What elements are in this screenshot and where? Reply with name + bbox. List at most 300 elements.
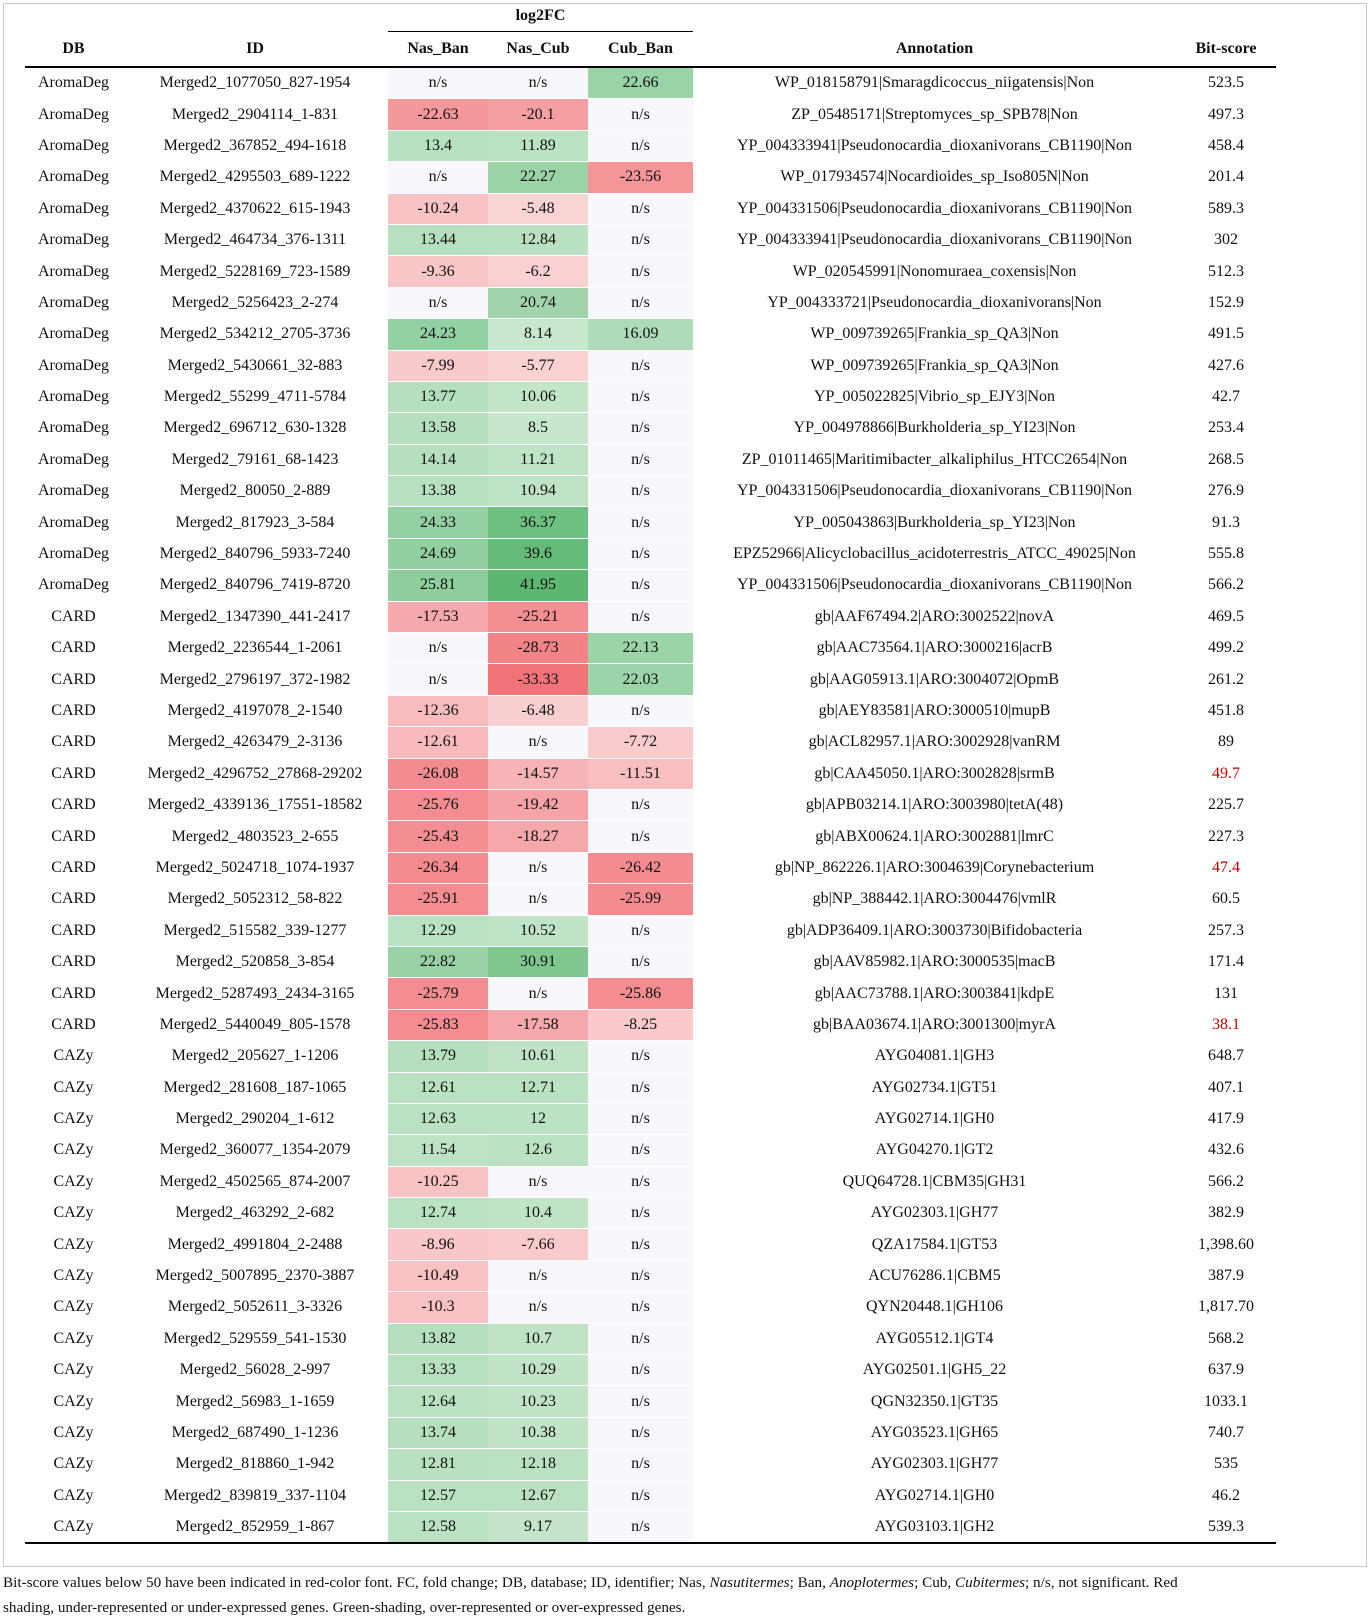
nas-cub-cell: -7.66: [488, 1229, 588, 1260]
table-body: [25, 67, 1276, 1543]
bitscore-cell: 253.4: [1176, 413, 1276, 444]
table-row: [25, 1229, 1276, 1260]
table-row: [25, 1511, 1276, 1543]
nas-ban-cell: -12.61: [388, 727, 488, 758]
db-cell: CARD: [25, 789, 122, 820]
nas-ban-cell: 13.79: [388, 1041, 488, 1072]
table-row: [25, 978, 1276, 1009]
nas-ban-cell: 12.64: [388, 1386, 488, 1417]
nas-cub-cell: 12.71: [488, 1072, 588, 1103]
bitscore-cell: 276.9: [1176, 476, 1276, 507]
nas-ban-cell: -17.53: [388, 601, 488, 632]
nas-cub-cell: -14.57: [488, 758, 588, 789]
table-row: [25, 1260, 1276, 1291]
db-cell: CARD: [25, 946, 122, 977]
bitscore-cell: 637.9: [1176, 1355, 1276, 1386]
db-cell: CARD: [25, 884, 122, 915]
bitscore-cell: 89: [1176, 727, 1276, 758]
annotation-cell: WP_009739265|Frankia_sp_QA3|Non: [693, 319, 1176, 350]
nas-ban-cell: 12.74: [388, 1198, 488, 1229]
bitscore-cell: 555.8: [1176, 538, 1276, 569]
nas-ban-cell: -10.3: [388, 1292, 488, 1323]
nas-cub-cell: 10.52: [488, 915, 588, 946]
annotation-cell: AYG03103.1|GH2: [693, 1511, 1176, 1543]
table-row: [25, 287, 1276, 318]
id-cell: Merged2_464734_376-1311: [122, 224, 388, 255]
annotation-cell: ZP_01011465|Maritimibacter_alkaliphilus_HTCC2654|Non: [693, 444, 1176, 475]
nas-cub-cell: -20.1: [488, 99, 588, 130]
nas-ban-cell: 13.58: [388, 413, 488, 444]
cub-ban-cell: n/s: [588, 1323, 693, 1354]
log2fc-group-header: log2FC: [388, 0, 693, 32]
footnote-text-a: Bit-score values below 50 have been indicated in red-color font. FC, fold change; DB, database; ID, identifier; Nas,: [3, 1574, 710, 1591]
nas-cub-cell: -17.58: [488, 1009, 588, 1040]
cub-ban-cell: n/s: [588, 130, 693, 161]
table-row: [25, 1417, 1276, 1448]
db-cell: CAZy: [25, 1135, 122, 1166]
annotation-cell: AYG02714.1|GH0: [693, 1480, 1176, 1511]
nas-cub-cell: 10.7: [488, 1323, 588, 1354]
cub-ban-cell: -11.51: [588, 758, 693, 789]
db-cell: CAZy: [25, 1041, 122, 1072]
nas-ban-cell: 22.82: [388, 946, 488, 977]
table-row: [25, 1009, 1276, 1040]
cub-ban-cell: n/s: [588, 1449, 693, 1480]
annotation-cell: AYG02303.1|GH77: [693, 1449, 1176, 1480]
table-row: [25, 507, 1276, 538]
nas-cub-cell: 22.27: [488, 162, 588, 193]
table-row: [25, 1198, 1276, 1229]
id-cell: Merged2_2236544_1-2061: [122, 633, 388, 664]
nas-ban-cell: -22.63: [388, 99, 488, 130]
id-cell: Merged2_840796_5933-7240: [122, 538, 388, 569]
cub-ban-cell: n/s: [588, 1198, 693, 1229]
id-cell: Merged2_5052611_3-3326: [122, 1292, 388, 1323]
bitscore-cell: 589.3: [1176, 193, 1276, 224]
nas-cub-cell: 10.61: [488, 1041, 588, 1072]
table-row: [25, 1355, 1276, 1386]
bitscore-cell: 257.3: [1176, 915, 1276, 946]
id-cell: Merged2_4370622_615-1943: [122, 193, 388, 224]
annotation-cell: AYG02734.1|GT51: [693, 1072, 1176, 1103]
id-cell: Merged2_529559_541-1530: [122, 1323, 388, 1354]
table-row: [25, 1135, 1276, 1166]
id-cell: Merged2_4296752_27868-29202: [122, 758, 388, 789]
annotation-cell: QYN20448.1|GH106: [693, 1292, 1176, 1323]
db-cell: CARD: [25, 758, 122, 789]
col-header-nas-ban: Nas_Ban: [388, 32, 488, 68]
bitscore-cell: 46.2: [1176, 1480, 1276, 1511]
table-row: [25, 224, 1276, 255]
db-cell: CARD: [25, 633, 122, 664]
nas-cub-cell: -6.2: [488, 256, 588, 287]
table-row: [25, 1449, 1276, 1480]
nas-ban-cell: -25.91: [388, 884, 488, 915]
db-cell: AromaDeg: [25, 444, 122, 475]
db-cell: CARD: [25, 915, 122, 946]
db-cell: AromaDeg: [25, 350, 122, 381]
table-row: [25, 821, 1276, 852]
id-cell: Merged2_281608_187-1065: [122, 1072, 388, 1103]
table-row: [25, 601, 1276, 632]
id-cell: Merged2_5440049_805-1578: [122, 1009, 388, 1040]
annotation-cell: EPZ52966|Alicyclobacillus_acidoterrestris_ATCC_49025|Non: [693, 538, 1176, 569]
table-row: [25, 695, 1276, 726]
nas-cub-cell: 10.38: [488, 1417, 588, 1448]
bitscore-cell: 131: [1176, 978, 1276, 1009]
id-cell: Merged2_4197078_2-1540: [122, 695, 388, 726]
cub-ban-cell: -7.72: [588, 727, 693, 758]
cub-ban-cell: n/s: [588, 1103, 693, 1134]
nas-ban-cell: -10.24: [388, 193, 488, 224]
bitscore-cell: 261.2: [1176, 664, 1276, 695]
id-cell: Merged2_5024718_1074-1937: [122, 852, 388, 883]
nas-ban-cell: -7.99: [388, 350, 488, 381]
nas-cub-cell: -28.73: [488, 633, 588, 664]
table-row: [25, 381, 1276, 412]
footnote-text-d: ; n/s, not significant. Red: [1025, 1574, 1178, 1591]
footnote: [3, 1570, 1367, 1620]
footnote-line-2: shading, under-represented or under-expressed genes. Green-shading, over-represented or over-expressed genes.: [3, 1599, 686, 1616]
annotation-cell: gb|AAV85982.1|ARO:3000535|macB: [693, 946, 1176, 977]
table-row: [25, 444, 1276, 475]
annotation-cell: YP_004331506|Pseudonocardia_dioxanivorans_CB1190|Non: [693, 476, 1176, 507]
db-cell: CARD: [25, 664, 122, 695]
annotation-cell: ACU76286.1|CBM5: [693, 1260, 1176, 1291]
nas-cub-cell: 41.95: [488, 570, 588, 601]
annotation-cell: WP_017934574|Nocardioides_sp_Iso805N|Non: [693, 162, 1176, 193]
nas-ban-cell: -25.83: [388, 1009, 488, 1040]
cub-ban-cell: n/s: [588, 256, 693, 287]
annotation-cell: QUQ64728.1|CBM35|GH31: [693, 1166, 1176, 1197]
annotation-cell: gb|AAC73564.1|ARO:3000216|acrB: [693, 633, 1176, 664]
id-cell: Merged2_4803523_2-655: [122, 821, 388, 852]
nas-cub-cell: 36.37: [488, 507, 588, 538]
cub-ban-cell: -26.42: [588, 852, 693, 883]
id-cell: Merged2_852959_1-867: [122, 1511, 388, 1543]
col-header-annotation: Annotation: [693, 32, 1176, 68]
db-cell: CAZy: [25, 1292, 122, 1323]
table-row: [25, 1292, 1276, 1323]
table-row: [25, 99, 1276, 130]
cub-ban-cell: 22.03: [588, 664, 693, 695]
bitscore-cell: 38.1: [1176, 1009, 1276, 1040]
annotation-cell: YP_004333721|Pseudonocardia_dioxanivorans|Non: [693, 287, 1176, 318]
annotation-cell: YP_005022825|Vibrio_sp_EJY3|Non: [693, 381, 1176, 412]
bitscore-cell: 1,817.70: [1176, 1292, 1276, 1323]
bitscore-cell: 539.3: [1176, 1511, 1276, 1543]
id-cell: Merged2_696712_630-1328: [122, 413, 388, 444]
cub-ban-cell: n/s: [588, 287, 693, 318]
table-row: [25, 319, 1276, 350]
nas-cub-cell: 10.94: [488, 476, 588, 507]
annotation-cell: gb|AAF67494.2|ARO:3002522|novA: [693, 601, 1176, 632]
log2fc-table: [25, 0, 1276, 1544]
nas-ban-cell: 24.23: [388, 319, 488, 350]
bitscore-cell: 91.3: [1176, 507, 1276, 538]
cub-ban-cell: n/s: [588, 1480, 693, 1511]
table-row: [25, 413, 1276, 444]
bitscore-cell: 458.4: [1176, 130, 1276, 161]
id-cell: Merged2_55299_4711-5784: [122, 381, 388, 412]
id-cell: Merged2_5287493_2434-3165: [122, 978, 388, 1009]
nas-ban-cell: -10.49: [388, 1260, 488, 1291]
db-cell: CARD: [25, 821, 122, 852]
cub-ban-cell: n/s: [588, 601, 693, 632]
nas-cub-cell: 12.84: [488, 224, 588, 255]
bitscore-cell: 387.9: [1176, 1260, 1276, 1291]
db-cell: AromaDeg: [25, 476, 122, 507]
table-row: [25, 193, 1276, 224]
bitscore-cell: 1033.1: [1176, 1386, 1276, 1417]
cub-ban-cell: n/s: [588, 570, 693, 601]
id-cell: Merged2_5228169_723-1589: [122, 256, 388, 287]
db-cell: AromaDeg: [25, 538, 122, 569]
nas-ban-cell: 12.63: [388, 1103, 488, 1134]
table-row: [25, 350, 1276, 381]
id-cell: Merged2_80050_2-889: [122, 476, 388, 507]
id-cell: Merged2_817923_3-584: [122, 507, 388, 538]
nas-ban-cell: n/s: [388, 633, 488, 664]
db-cell: CAZy: [25, 1229, 122, 1260]
db-cell: CAZy: [25, 1260, 122, 1291]
table-row: [25, 476, 1276, 507]
nas-ban-cell: 14.14: [388, 444, 488, 475]
nas-ban-cell: -12.36: [388, 695, 488, 726]
nas-ban-cell: -10.25: [388, 1166, 488, 1197]
annotation-cell: QGN32350.1|GT35: [693, 1386, 1176, 1417]
nas-cub-cell: 39.6: [488, 538, 588, 569]
id-cell: Merged2_520858_3-854: [122, 946, 388, 977]
nas-ban-cell: -26.08: [388, 758, 488, 789]
nas-ban-cell: n/s: [388, 664, 488, 695]
annotation-cell: gb|BAA03674.1|ARO:3001300|myrA: [693, 1009, 1176, 1040]
db-cell: CAZy: [25, 1417, 122, 1448]
cub-ban-cell: n/s: [588, 695, 693, 726]
nas-ban-cell: 11.54: [388, 1135, 488, 1166]
db-cell: CAZy: [25, 1166, 122, 1197]
annotation-cell: WP_009739265|Frankia_sp_QA3|Non: [693, 350, 1176, 381]
nas-cub-cell: 12.67: [488, 1480, 588, 1511]
bitscore-cell: 417.9: [1176, 1103, 1276, 1134]
nas-cub-cell: 9.17: [488, 1511, 588, 1543]
bitscore-cell: 497.3: [1176, 99, 1276, 130]
cub-ban-cell: -25.86: [588, 978, 693, 1009]
footnote-nas: Nasutitermes: [709, 1574, 790, 1591]
bitscore-cell: 535: [1176, 1449, 1276, 1480]
nas-cub-cell: 10.4: [488, 1198, 588, 1229]
col-header-db: DB: [25, 32, 122, 68]
annotation-cell: gb|AAG05913.1|ARO:3004072|OpmB: [693, 664, 1176, 695]
cub-ban-cell: n/s: [588, 350, 693, 381]
bitscore-cell: 302: [1176, 224, 1276, 255]
db-cell: AromaDeg: [25, 162, 122, 193]
cub-ban-cell: n/s: [588, 946, 693, 977]
annotation-cell: YP_004333941|Pseudonocardia_dioxanivorans_CB1190|Non: [693, 224, 1176, 255]
nas-cub-cell: -19.42: [488, 789, 588, 820]
annotation-cell: AYG02303.1|GH77: [693, 1198, 1176, 1229]
cub-ban-cell: n/s: [588, 1292, 693, 1323]
nas-ban-cell: 13.77: [388, 381, 488, 412]
bitscore-cell: 60.5: [1176, 884, 1276, 915]
bitscore-cell: 512.3: [1176, 256, 1276, 287]
cub-ban-cell: n/s: [588, 1386, 693, 1417]
nas-cub-cell: n/s: [488, 727, 588, 758]
annotation-cell: AYG04081.1|GH3: [693, 1041, 1176, 1072]
db-cell: CAZy: [25, 1511, 122, 1543]
cub-ban-cell: n/s: [588, 1229, 693, 1260]
nas-cub-cell: 8.5: [488, 413, 588, 444]
id-cell: Merged2_367852_494-1618: [122, 130, 388, 161]
cub-ban-cell: n/s: [588, 1355, 693, 1386]
nas-ban-cell: -25.76: [388, 789, 488, 820]
id-cell: Merged2_56983_1-1659: [122, 1386, 388, 1417]
annotation-cell: AYG04270.1|GT2: [693, 1135, 1176, 1166]
id-cell: Merged2_4991804_2-2488: [122, 1229, 388, 1260]
bitscore-cell: 566.2: [1176, 1166, 1276, 1197]
cub-ban-cell: n/s: [588, 1041, 693, 1072]
bitscore-cell: 268.5: [1176, 444, 1276, 475]
nas-ban-cell: 13.74: [388, 1417, 488, 1448]
id-cell: Merged2_5256423_2-274: [122, 287, 388, 318]
nas-cub-cell: n/s: [488, 1292, 588, 1323]
col-header-id: ID: [122, 32, 388, 68]
cub-ban-cell: -25.99: [588, 884, 693, 915]
nas-cub-cell: 30.91: [488, 946, 588, 977]
id-cell: Merged2_2904114_1-831: [122, 99, 388, 130]
bitscore-cell: 451.8: [1176, 695, 1276, 726]
col-header-cub-ban: Cub_Ban: [588, 32, 693, 68]
nas-ban-cell: 12.57: [388, 1480, 488, 1511]
cub-ban-cell: n/s: [588, 1135, 693, 1166]
db-cell: CARD: [25, 601, 122, 632]
cub-ban-cell: n/s: [588, 821, 693, 852]
nas-cub-cell: 12.18: [488, 1449, 588, 1480]
nas-ban-cell: -8.96: [388, 1229, 488, 1260]
db-cell: CAZy: [25, 1103, 122, 1134]
nas-ban-cell: 24.33: [388, 507, 488, 538]
annotation-cell: AYG02714.1|GH0: [693, 1103, 1176, 1134]
col-header-bitscore: Bit-score: [1176, 32, 1276, 68]
cub-ban-cell: n/s: [588, 1511, 693, 1543]
annotation-cell: YP_004331506|Pseudonocardia_dioxanivorans_CB1190|Non: [693, 570, 1176, 601]
db-cell: CAZy: [25, 1480, 122, 1511]
id-cell: Merged2_79161_68-1423: [122, 444, 388, 475]
db-cell: CARD: [25, 1009, 122, 1040]
cub-ban-cell: -23.56: [588, 162, 693, 193]
annotation-cell: WP_020545991|Nonomuraea_coxensis|Non: [693, 256, 1176, 287]
nas-ban-cell: n/s: [388, 287, 488, 318]
bitscore-cell: 49.7: [1176, 758, 1276, 789]
annotation-cell: gb|NP_862226.1|ARO:3004639|Corynebacterium: [693, 852, 1176, 883]
cub-ban-cell: n/s: [588, 476, 693, 507]
annotation-cell: ZP_05485171|Streptomyces_sp_SPB78|Non: [693, 99, 1176, 130]
nas-cub-cell: n/s: [488, 1166, 588, 1197]
id-cell: Merged2_463292_2-682: [122, 1198, 388, 1229]
table-row: [25, 758, 1276, 789]
table-row: [25, 727, 1276, 758]
nas-cub-cell: -33.33: [488, 664, 588, 695]
db-cell: CARD: [25, 695, 122, 726]
annotation-cell: gb|NP_388442.1|ARO:3004476|vmlR: [693, 884, 1176, 915]
table-row: [25, 162, 1276, 193]
table-row: [25, 664, 1276, 695]
id-cell: Merged2_839819_337-1104: [122, 1480, 388, 1511]
nas-cub-cell: n/s: [488, 1260, 588, 1291]
nas-ban-cell: 12.58: [388, 1511, 488, 1543]
annotation-cell: gb|APB03214.1|ARO:3003980|tetA(48): [693, 789, 1176, 820]
id-cell: Merged2_515582_339-1277: [122, 915, 388, 946]
bitscore-cell: 432.6: [1176, 1135, 1276, 1166]
cub-ban-cell: n/s: [588, 413, 693, 444]
table-row: [25, 884, 1276, 915]
table-row: [25, 67, 1276, 99]
bitscore-cell: 491.5: [1176, 319, 1276, 350]
id-cell: Merged2_5430661_32-883: [122, 350, 388, 381]
table-row: [25, 1480, 1276, 1511]
db-cell: CARD: [25, 727, 122, 758]
nas-cub-cell: -18.27: [488, 821, 588, 852]
nas-cub-cell: n/s: [488, 67, 588, 99]
nas-ban-cell: 24.69: [388, 538, 488, 569]
db-cell: CARD: [25, 978, 122, 1009]
id-cell: Merged2_2796197_372-1982: [122, 664, 388, 695]
annotation-cell: gb|ABX00624.1|ARO:3002881|lmrC: [693, 821, 1176, 852]
annotation-cell: YP_004978866|Burkholderia_sp_YI23|Non: [693, 413, 1176, 444]
annotation-cell: YP_004331506|Pseudonocardia_dioxanivorans_CB1190|Non: [693, 193, 1176, 224]
cub-ban-cell: n/s: [588, 538, 693, 569]
nas-cub-cell: 11.21: [488, 444, 588, 475]
bitscore-cell: 42.7: [1176, 381, 1276, 412]
bitscore-cell: 1,398.60: [1176, 1229, 1276, 1260]
nas-ban-cell: 12.29: [388, 915, 488, 946]
nas-ban-cell: -25.43: [388, 821, 488, 852]
db-cell: AromaDeg: [25, 130, 122, 161]
annotation-cell: gb|AAC73788.1|ARO:3003841|kdpE: [693, 978, 1176, 1009]
nas-cub-cell: 12.6: [488, 1135, 588, 1166]
nas-ban-cell: n/s: [388, 162, 488, 193]
table-row: [25, 852, 1276, 883]
db-cell: AromaDeg: [25, 381, 122, 412]
bitscore-cell: 382.9: [1176, 1198, 1276, 1229]
id-cell: Merged2_290204_1-612: [122, 1103, 388, 1134]
table-row: [25, 789, 1276, 820]
nas-ban-cell: -9.36: [388, 256, 488, 287]
id-cell: Merged2_4502565_874-2007: [122, 1166, 388, 1197]
footnote-cub: Cubitermes: [955, 1574, 1026, 1591]
table-row: [25, 538, 1276, 569]
cub-ban-cell: n/s: [588, 915, 693, 946]
bitscore-cell: 469.5: [1176, 601, 1276, 632]
cub-ban-cell: 22.66: [588, 67, 693, 99]
cub-ban-cell: n/s: [588, 99, 693, 130]
cub-ban-cell: n/s: [588, 193, 693, 224]
db-cell: CAZy: [25, 1323, 122, 1354]
nas-ban-cell: 25.81: [388, 570, 488, 601]
db-cell: AromaDeg: [25, 99, 122, 130]
nas-ban-cell: 13.33: [388, 1355, 488, 1386]
bitscore-cell: 566.2: [1176, 570, 1276, 601]
db-cell: CARD: [25, 852, 122, 883]
cub-ban-cell: n/s: [588, 444, 693, 475]
nas-cub-cell: 10.29: [488, 1355, 588, 1386]
table-row: [25, 1072, 1276, 1103]
cub-ban-cell: n/s: [588, 507, 693, 538]
id-cell: Merged2_4339136_17551-18582: [122, 789, 388, 820]
db-cell: CAZy: [25, 1072, 122, 1103]
nas-cub-cell: 10.06: [488, 381, 588, 412]
nas-cub-cell: -5.48: [488, 193, 588, 224]
